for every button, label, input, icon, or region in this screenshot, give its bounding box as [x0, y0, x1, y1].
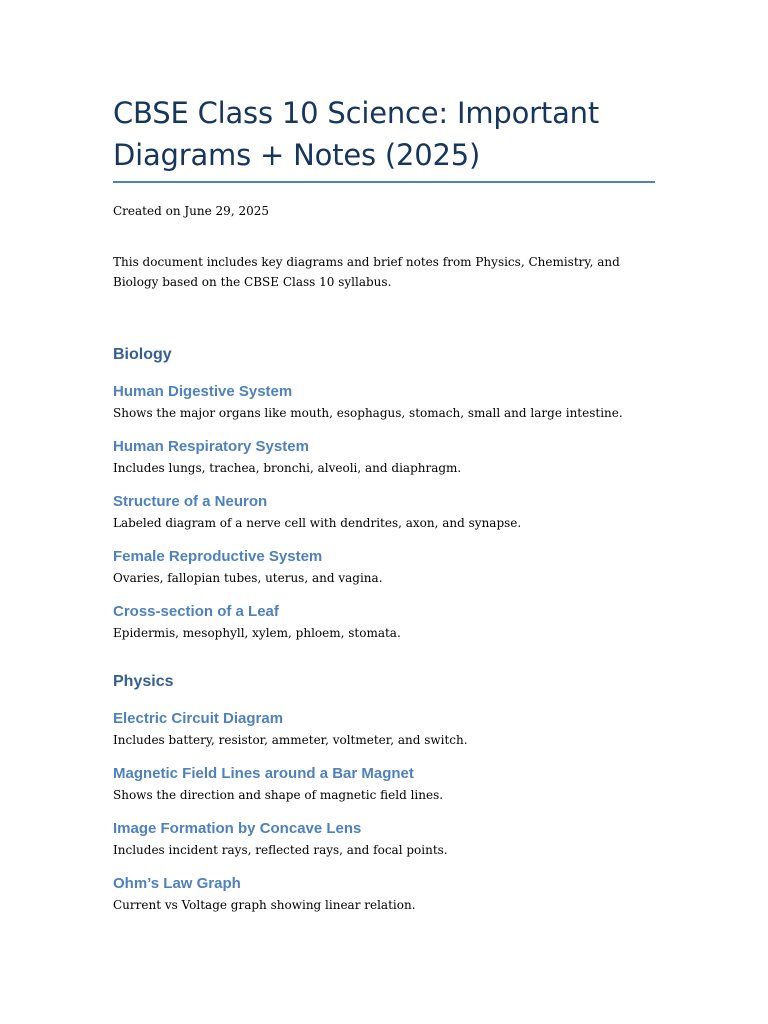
item-title: Human Digestive System: [113, 383, 293, 400]
item-title: Magnetic Field Lines around a Bar Magnet: [113, 765, 414, 782]
title-divider: [113, 181, 655, 183]
list-item: [113, 382, 655, 422]
list-item: [113, 437, 655, 477]
item-description: Ovaries, fallopian tubes, uterus, and vagina.: [113, 571, 383, 585]
created-date: Created on June 29, 2025: [113, 204, 269, 218]
intro-paragraph: This document includes key diagrams and brief notes from Physics, Chemistry, and Biology based on the CBSE Class 10 syllabus.: [113, 255, 620, 289]
document-page: [113, 92, 655, 914]
list-item: [113, 547, 655, 587]
item-title: Electric Circuit Diagram: [113, 710, 284, 727]
page-title: CBSE Class 10 Science: Important Diagrams + Notes (2025): [113, 96, 599, 172]
item-title: Structure of a Neuron: [113, 493, 268, 510]
list-item: [113, 764, 655, 804]
section-heading-biology: Biology: [113, 346, 172, 363]
list-item: [113, 819, 655, 859]
item-description: Current vs Voltage graph showing linear relation.: [113, 898, 416, 912]
item-description: Includes incident rays, reflected rays, and focal points.: [113, 843, 448, 857]
section-heading-physics: Physics: [113, 673, 174, 690]
item-description: Labeled diagram of a nerve cell with dendrites, axon, and synapse.: [113, 516, 522, 530]
list-item: [113, 874, 655, 914]
item-description: Includes lungs, trachea, bronchi, alveoli, and diaphragm.: [113, 461, 462, 475]
list-item: [113, 709, 655, 749]
item-description: Includes battery, resistor, ammeter, voltmeter, and switch.: [113, 733, 468, 747]
item-description: Shows the direction and shape of magnetic field lines.: [113, 788, 444, 802]
item-title: Cross-section of a Leaf: [113, 603, 279, 620]
item-title: Human Respiratory System: [113, 438, 309, 455]
item-description: Shows the major organs like mouth, esophagus, stomach, small and large intestine.: [113, 406, 623, 420]
item-title: Female Reproductive System: [113, 548, 323, 565]
item-title: Ohm’s Law Graph: [113, 875, 241, 892]
item-description: Epidermis, mesophyll, xylem, phloem, stomata.: [113, 626, 401, 640]
list-item: [113, 602, 655, 642]
list-item: [113, 492, 655, 532]
item-title: Image Formation by Concave Lens: [113, 820, 362, 837]
